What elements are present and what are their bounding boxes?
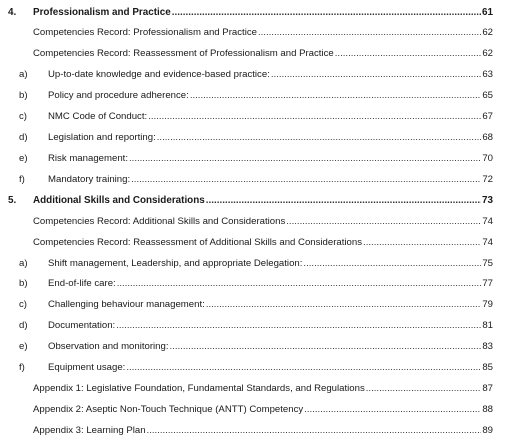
toc-dot-leader	[147, 422, 482, 439]
toc-entry[interactable]	[19, 255, 493, 272]
toc-dot-leader	[303, 255, 481, 272]
toc-entry[interactable]	[33, 24, 493, 41]
toc-entry[interactable]	[19, 87, 493, 104]
toc-entry[interactable]	[19, 108, 493, 125]
toc-entry-title: Appendix 3: Learning Plan	[33, 424, 146, 436]
toc-entry[interactable]	[33, 234, 493, 251]
toc-entry-page-number: 67	[482, 111, 493, 123]
toc-entry-title: Policy and procedure adherence:	[48, 90, 189, 102]
toc-entry-marker: c)	[19, 299, 27, 311]
toc-entry[interactable]	[33, 422, 493, 439]
toc-entry[interactable]	[8, 4, 493, 21]
toc-entry-marker: d)	[19, 132, 28, 144]
toc-dot-leader	[190, 87, 482, 104]
toc-entry-page-number: 75	[482, 257, 493, 269]
toc-dot-leader	[116, 317, 481, 334]
toc-entry[interactable]	[19, 317, 493, 334]
toc-entry-page-number: 68	[482, 132, 493, 144]
toc-entry[interactable]	[33, 45, 493, 62]
toc-dot-leader	[335, 45, 482, 62]
toc-entry-title: Mandatory training:	[48, 173, 131, 185]
toc-entry-page-number: 83	[482, 341, 493, 353]
toc-dot-leader	[366, 380, 482, 397]
toc-entry-page-number: 79	[482, 299, 493, 311]
toc-entry-page-number: 81	[482, 320, 493, 332]
toc-dot-leader	[304, 401, 481, 418]
toc-entry-title: Competencies Record: Professionalism and Practice	[33, 27, 257, 39]
toc-entry[interactable]	[19, 296, 493, 313]
toc-entry-page-number: 87	[482, 383, 493, 395]
toc-dot-leader	[117, 275, 482, 292]
toc-entry-page-number: 61	[482, 6, 493, 18]
toc-entry-page-number: 65	[482, 90, 493, 102]
toc-dot-leader	[286, 213, 481, 230]
toc-entry[interactable]	[19, 129, 493, 146]
toc-entry[interactable]	[33, 380, 493, 397]
toc-entry[interactable]	[19, 275, 493, 292]
toc-dot-leader	[271, 66, 481, 83]
toc-entry[interactable]	[19, 66, 493, 83]
toc-entry-title: End-of-life care:	[48, 278, 116, 290]
toc-entry-page-number: 88	[482, 403, 493, 415]
toc-dot-leader	[170, 338, 482, 355]
toc-dot-leader	[157, 129, 482, 146]
toc-entry-marker: 5.	[8, 194, 17, 206]
toc-entry-page-number: 77	[482, 278, 493, 290]
toc-entry-title: Appendix 2: Aseptic Non-Touch Technique (ANTT) Competency	[33, 403, 304, 415]
toc-entry[interactable]	[19, 338, 493, 355]
toc-entry-page-number: 62	[482, 48, 493, 60]
toc-entry-marker: c)	[19, 111, 27, 123]
toc-dot-leader	[131, 171, 481, 188]
toc-entry[interactable]	[33, 213, 493, 230]
toc-entry-marker: b)	[19, 278, 28, 290]
toc-entry-marker: 4.	[8, 6, 17, 18]
toc-entry-marker: f)	[19, 362, 25, 374]
toc-entry[interactable]	[19, 359, 493, 376]
toc-entry-title: Risk management:	[48, 152, 128, 164]
toc-entry-marker: b)	[19, 90, 28, 102]
toc-dot-leader	[258, 24, 481, 41]
toc-entry-page-number: 72	[482, 173, 493, 185]
toc-entry-marker: e)	[19, 152, 28, 164]
toc-entry-title: Appendix 1: Legislative Foundation, Fundamental Standards, and Regulations	[33, 383, 365, 395]
toc-entry-title: Up-to-date knowledge and evidence-based practice:	[48, 69, 270, 81]
toc-dot-leader	[206, 296, 482, 313]
toc-entry-page-number: 89	[482, 424, 493, 436]
toc-entry-title: Legislation and reporting:	[48, 132, 156, 144]
toc-entry-title: Competencies Record: Reassessment of Professionalism and Practice	[33, 48, 334, 60]
toc-entry-marker: a)	[19, 69, 28, 81]
toc-entry-page-number: 85	[482, 362, 493, 374]
toc-dot-leader	[206, 192, 481, 209]
toc-entry[interactable]	[33, 401, 493, 418]
toc-entry[interactable]	[19, 171, 493, 188]
toc-entry[interactable]	[8, 192, 493, 209]
toc-dot-leader	[148, 108, 481, 125]
toc-entry-page-number: 74	[482, 215, 493, 227]
toc-entry[interactable]	[19, 150, 493, 167]
toc-entry-marker: d)	[19, 320, 28, 332]
toc-entry-title: Documentation:	[48, 320, 116, 332]
toc-entry-page-number: 73	[482, 194, 493, 206]
toc-entry-title: Competencies Record: Reassessment of Additional Skills and Considerations	[33, 236, 363, 248]
toc-dot-leader	[363, 234, 481, 251]
toc-entry-title: Equipment usage:	[48, 362, 126, 374]
toc-entry-page-number: 70	[482, 152, 493, 164]
toc-entry-title: Professionalism and Practice	[33, 6, 171, 18]
toc-entry-page-number: 62	[482, 27, 493, 39]
toc-entry-page-number: 63	[482, 69, 493, 81]
toc-entry-marker: f)	[19, 173, 25, 185]
toc-entry-title: NMC Code of Conduct:	[48, 111, 148, 123]
toc-dot-leader	[129, 150, 481, 167]
toc-dot-leader	[126, 359, 481, 376]
toc-entry-page-number: 74	[482, 236, 493, 248]
toc-entry-title: Competencies Record: Additional Skills and Considerations	[33, 215, 286, 227]
toc-entry-title: Shift management, Leadership, and appropriate Delegation:	[48, 257, 303, 269]
toc-entry-marker: a)	[19, 257, 28, 269]
toc-entry-title: Additional Skills and Considerations	[33, 194, 205, 206]
toc-entry-title: Challenging behaviour management:	[48, 299, 205, 311]
toc-entry-marker: e)	[19, 341, 28, 353]
toc-entry-title: Observation and monitoring:	[48, 341, 169, 353]
toc-dot-leader	[172, 4, 481, 21]
